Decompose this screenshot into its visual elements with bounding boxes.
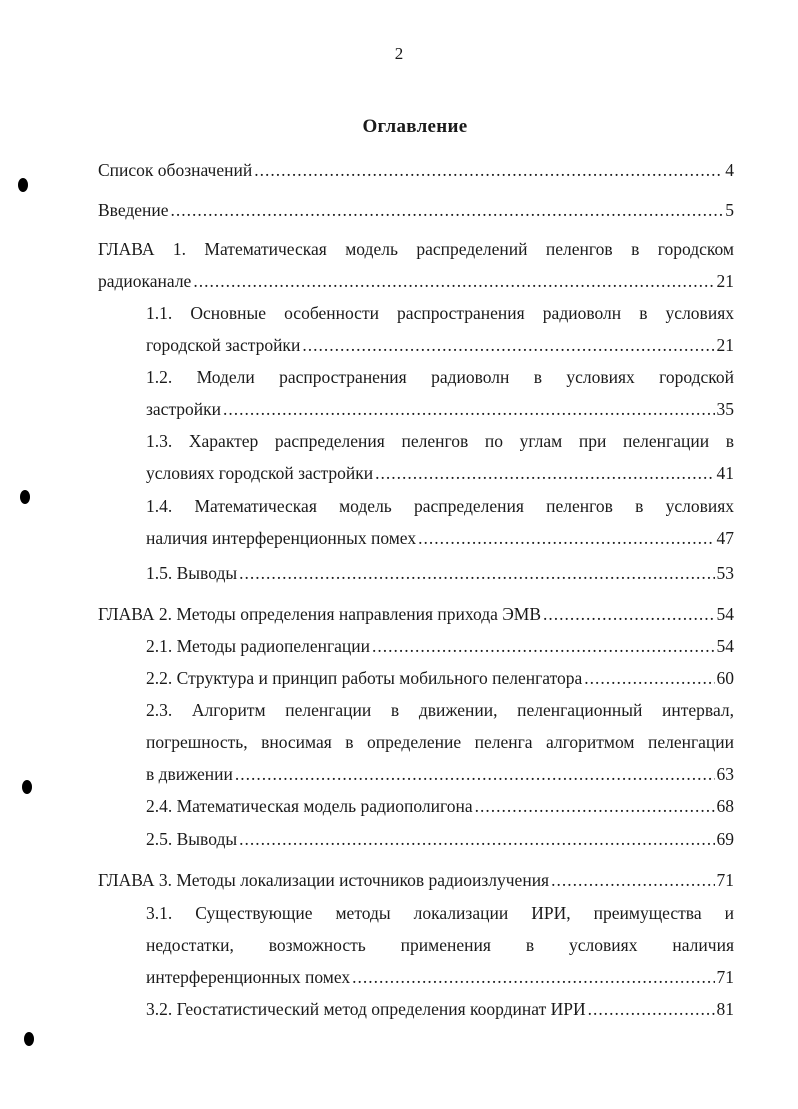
toc-entry-title: интерференционных помех <box>146 967 351 987</box>
toc-entry-title: 1.5. Выводы <box>146 563 238 583</box>
toc-entry-line: 1.2. Модели распространения радиоволн в условиях городской <box>146 367 734 387</box>
toc-leader <box>372 630 715 662</box>
binding-hole-mark <box>20 490 30 504</box>
toc-entry-page: 71 <box>716 967 734 987</box>
toc-entry[interactable] <box>146 490 734 554</box>
toc-entry-page: 69 <box>716 829 734 849</box>
toc-entry-page: 54 <box>716 636 734 656</box>
toc-entry-title: в движении <box>146 764 233 784</box>
toc-entry-page: 21 <box>716 271 734 291</box>
binding-hole-mark <box>22 780 32 794</box>
toc-entry-line: недостатки, возможность применения в условиях наличия <box>146 935 734 955</box>
toc-entry-title: 2.2. Структура и принцип работы мобильного пеленгатора <box>146 668 583 688</box>
toc-entry-page: 35 <box>716 399 734 419</box>
toc-entry[interactable] <box>146 297 734 361</box>
toc-entry-line: 3.1. Существующие методы локализации ИРИ, преимущества и <box>146 903 734 923</box>
toc-entry-page: 60 <box>716 668 734 688</box>
toc-leader <box>254 154 723 186</box>
toc-leader <box>223 393 714 425</box>
toc-leader <box>475 790 715 822</box>
toc-entry-page: 71 <box>716 870 734 890</box>
toc-entry-title: Введение <box>98 200 169 220</box>
toc-entry-title: ГЛАВА 3. Методы локализации источников радиоизлучения <box>98 870 550 890</box>
toc-entry-title: 2.1. Методы радиопеленгации <box>146 636 370 656</box>
toc-entry-page: 5 <box>725 200 734 220</box>
toc-entry-title: условиях городской застройки <box>146 463 374 483</box>
toc-entry-line: 1.4. Математическая модель распределения пеленгов в условиях <box>146 496 734 516</box>
toc-entry-title: 2.4. Математическая модель радиополигона <box>146 796 473 816</box>
toc-entry-title: 2.5. Выводы <box>146 829 238 849</box>
toc-entry-title: наличия интерференционных помех <box>146 528 417 548</box>
toc-entry-line: 1.3. Характер распределения пеленгов по углам при пеленгации в <box>146 431 734 451</box>
toc-leader <box>588 993 715 1025</box>
toc-entry-page: 54 <box>716 604 734 624</box>
toc-leader <box>171 194 724 226</box>
toc-entry-line: ГЛАВА 1. Математическая модель распределений пеленгов в городском <box>98 239 734 259</box>
toc-entry[interactable] <box>146 897 734 993</box>
toc-entry[interactable] <box>98 194 734 226</box>
page-number: 2 <box>394 44 404 63</box>
toc-entry-page: 41 <box>716 463 734 483</box>
toc-entry[interactable] <box>146 790 734 822</box>
toc-entry-page: 68 <box>716 796 734 816</box>
toc-leader <box>375 457 714 489</box>
page-title: Оглавление <box>362 116 468 137</box>
toc-leader <box>352 961 714 993</box>
toc-leader <box>239 557 714 589</box>
toc-entry-line: 2.3. Алгоритм пеленгации в движении, пеленгационный интервал, <box>146 700 734 720</box>
toc-leader <box>418 522 714 554</box>
toc-entry[interactable] <box>146 662 734 694</box>
toc-entry-title: радиоканале <box>98 271 192 291</box>
toc-leader <box>239 823 714 855</box>
toc-entry-title: застройки <box>146 399 222 419</box>
toc-leader <box>235 758 715 790</box>
toc-entry[interactable] <box>146 361 734 425</box>
toc-leader <box>543 598 714 630</box>
toc-entry-page: 63 <box>716 764 734 784</box>
toc-leader <box>193 265 714 297</box>
toc-entry-page: 81 <box>716 999 734 1019</box>
toc-entry[interactable] <box>98 233 734 297</box>
toc-entry[interactable] <box>98 598 734 630</box>
binding-hole-mark <box>24 1032 34 1046</box>
toc-leader <box>302 329 714 361</box>
toc-entry[interactable] <box>98 154 734 186</box>
toc-leader <box>584 662 714 694</box>
toc-entry-page: 53 <box>716 563 734 583</box>
toc-entry[interactable] <box>146 425 734 489</box>
toc-entry-title: 3.2. Геостатистический метод определения координат ИРИ <box>146 999 586 1019</box>
binding-hole-mark <box>18 178 28 192</box>
toc-entry-page: 4 <box>725 160 734 180</box>
toc-entry-line: погрешность, вносимая в определение пеленга алгоритмом пеленгации <box>146 732 734 752</box>
toc-entry[interactable] <box>146 993 734 1025</box>
toc-leader <box>551 864 714 896</box>
toc-entry[interactable] <box>146 694 734 790</box>
toc-entry-title: Список обозначений <box>98 160 253 180</box>
toc-entry-title: городской застройки <box>146 335 301 355</box>
toc-entry[interactable] <box>146 557 734 589</box>
toc-entry[interactable] <box>98 864 734 896</box>
toc-entry-title: ГЛАВА 2. Методы определения направления прихода ЭМВ <box>98 604 542 624</box>
toc-entry-page: 21 <box>716 335 734 355</box>
toc-entry-line: 1.1. Основные особенности распространения радиоволн в условиях <box>146 303 734 323</box>
toc-entry-page: 47 <box>716 528 734 548</box>
toc-entry[interactable] <box>146 630 734 662</box>
toc-entry[interactable] <box>146 823 734 855</box>
